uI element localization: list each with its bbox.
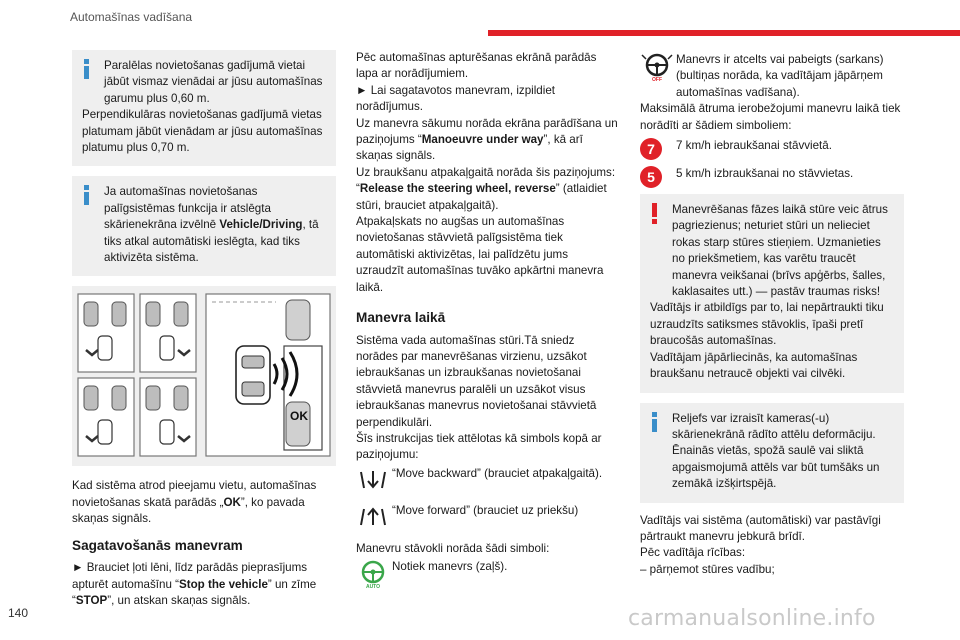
info-icon bbox=[650, 412, 660, 432]
warning-box bbox=[640, 194, 904, 392]
symbol-row-off bbox=[640, 52, 904, 101]
badge-text-5: 5 km/h izbraukšanai no stāvvietas. bbox=[676, 167, 854, 181]
paragraph-c2-4: Uz braukšanu atpakaļgaitā norāda šis paziņojums: “Release the steering wheel, reverse” (atlaidiet stūri, brauciet atpakaļgaitā). bbox=[356, 165, 616, 212]
warning-text-2: Vadītājs ir atbildīgs par to, lai nepārtraukti tiku uzraudzīts satiksmes stāvoklis, īpaši pretī braucošās automašīnas. bbox=[650, 301, 884, 348]
symbol-row-forward bbox=[356, 503, 618, 534]
page-number: 140 bbox=[8, 606, 29, 620]
heading-during-manoeuvre: Manevra laikā bbox=[356, 310, 446, 326]
warning-icon bbox=[650, 203, 657, 224]
column-3 bbox=[640, 50, 904, 578]
watermark: carmanualsonline.info bbox=[628, 606, 876, 631]
paragraph-ok: Kad sistēma atrod pieejamu vietu, automašīnas novietošanas skatā parādās „OK”, ko pavada skaņas signāls. bbox=[72, 479, 317, 526]
badge-row-5 bbox=[640, 166, 904, 188]
warning-text-3: Vadītājam jāpārliecinās, ka automašīnas braukšanu netraucē objekti vai cilvēki. bbox=[650, 350, 858, 381]
info-text-1: Paralēlas novietošanas gadījumā vietai jābūt vismaz vienādai ar jūsu automašīnas garumu plus 0,60 m. bbox=[104, 59, 323, 105]
speed-badge-5: 5 bbox=[640, 166, 662, 188]
symbol-text-off: Manevrs ir atcelts vai pabeigts (sarkans) (bultiņas norāda, ka vadītājam jāpārņem automašīnas vadīšana). bbox=[676, 53, 884, 99]
steering-off-icon bbox=[640, 52, 676, 87]
column-2 bbox=[356, 50, 618, 600]
badge-text-7: 7 km/h iebraukšanai stāvvietā. bbox=[676, 139, 832, 153]
parking-diagram-svg bbox=[72, 286, 336, 466]
info-box-camera bbox=[640, 403, 904, 503]
heading-preparation: Sagatavošanās manevram bbox=[72, 537, 243, 553]
svg-text:AUTO: AUTO bbox=[365, 583, 381, 589]
info-icon bbox=[82, 59, 92, 79]
speed-badge-7: 7 bbox=[640, 138, 662, 160]
paragraph-c2-2: ► Lai sagatavotos manevram, izpildiet norādījumus. bbox=[356, 83, 556, 114]
column-1 bbox=[72, 50, 336, 609]
parking-illustration bbox=[72, 286, 336, 466]
symbol-row-auto bbox=[356, 559, 618, 594]
arrow-backward-icon bbox=[356, 466, 392, 497]
info-box-space bbox=[72, 50, 336, 166]
info-icon bbox=[82, 185, 92, 205]
paragraph-c3-2: Maksimālā ātruma ierobežojumi manevru laikā tiek norādīti ar šādiem simboliem: bbox=[640, 102, 901, 132]
header-title: Automašīnas vadīšana bbox=[70, 10, 193, 24]
paragraph-c3-5: – pārņemot stūres vadību; bbox=[640, 562, 775, 576]
symbol-text-backward: “Move backward” (brauciet atpakaļgaitā). bbox=[392, 466, 603, 480]
paragraph-c2-8: Manevru stāvokli norāda šādi simboli: bbox=[356, 541, 550, 555]
paragraph-c2-1: Pēc automašīnas apturēšanas ekrānā parādās lapa ar norādījumiem. bbox=[356, 51, 597, 81]
info-text-camera: Reljefs var izraisīt kameras(-u) skārienekrānā rādīto attēlu deformāciju. Ēnainās vietās, spožā saulē vai sliktā apgaismojumā attēls var būt tumšāks un zemākā izšķirtspējā. bbox=[672, 411, 880, 491]
header-accent-bar bbox=[488, 30, 960, 36]
symbol-row-backward bbox=[356, 466, 618, 497]
paragraph-c2-6: Sistēma vada automašīnas stūri.Tā sniedz norādes par manevrēšanas virzienu, uzsākot iebraukšanas un izbraukšanas novietošanai stāvvietā manevrus paralēli un uzsākot visus iebraukšanas manevrus novietošanai stāvvietā perpendikulāri. bbox=[356, 333, 597, 429]
paragraph-c3-3: Vadītājs vai sistēma (automātiski) var pastāvīgi pārtraukt manevru jebkurā brīdī. bbox=[640, 513, 881, 543]
paragraph-c2-3: Uz manevra sākumu norāda ekrāna parādīšana un paziņojums “Manoeuvre under way”, kā arī skaņas signāls. bbox=[356, 116, 618, 163]
symbol-text-auto: Notiek manevrs (zaļš). bbox=[392, 559, 508, 573]
info-text-3: Ja automašīnas novietošanas palīgsistēmas funkcija ir atslēgta skārienekrāna izvēlnē Vehicle/Driving, tā tiks atkal automātiski ieslēgta, kad tiks aktivizēta sistēma. bbox=[104, 185, 319, 265]
warning-text-1: Manevrēšanas fāzes laikā stūre veic ātrus pagriezienus; neturiet stūri un nelieciet rokas starp stūres stieņiem. Uzmanieties no priekšmetiem, kas varētu traucēt manevra veikšanai (brīvs apģērbs, šalles, kaklasaites utt.) — pastāv traumas risks! bbox=[672, 203, 888, 299]
badge-row-7 bbox=[640, 138, 904, 160]
info-text-2: Perpendikulāras novietošanas gadījumā vietas platumam jābūt vienādam ar jūsu automašīnas platumu plus 0,70 m. bbox=[82, 108, 323, 155]
paragraph-stop: ► Brauciet ļoti lēni, līdz parādās pieprasījums apturēt automašīnu “Stop the vehicle” un zīme “STOP”, un atskan skaņas signāls. bbox=[72, 561, 317, 607]
arrow-forward-icon bbox=[356, 503, 392, 534]
figure-ok-label: OK bbox=[290, 409, 308, 424]
symbol-text-forward: “Move forward” (brauciet uz priekšu) bbox=[392, 504, 579, 518]
paragraph-c2-5: Atpakaļskats no augšas un automašīnas novietošanas stāvvietā palīgsistēma tiek automātiski aktivizētas, lai palīdzētu jums uzraudzīt automašīnas tuvāko apkārtni manevra laikā. bbox=[356, 215, 604, 294]
svg-text:OFF: OFF bbox=[652, 77, 662, 82]
paragraph-c2-7: Šīs instrukcijas tiek attēlotas kā simbols kopā ar paziņojumu: bbox=[356, 431, 602, 462]
paragraph-c3-4: Pēc vadītāja rīcības: bbox=[640, 546, 746, 560]
steering-auto-icon bbox=[356, 559, 392, 594]
info-box-reactivation bbox=[72, 176, 336, 276]
